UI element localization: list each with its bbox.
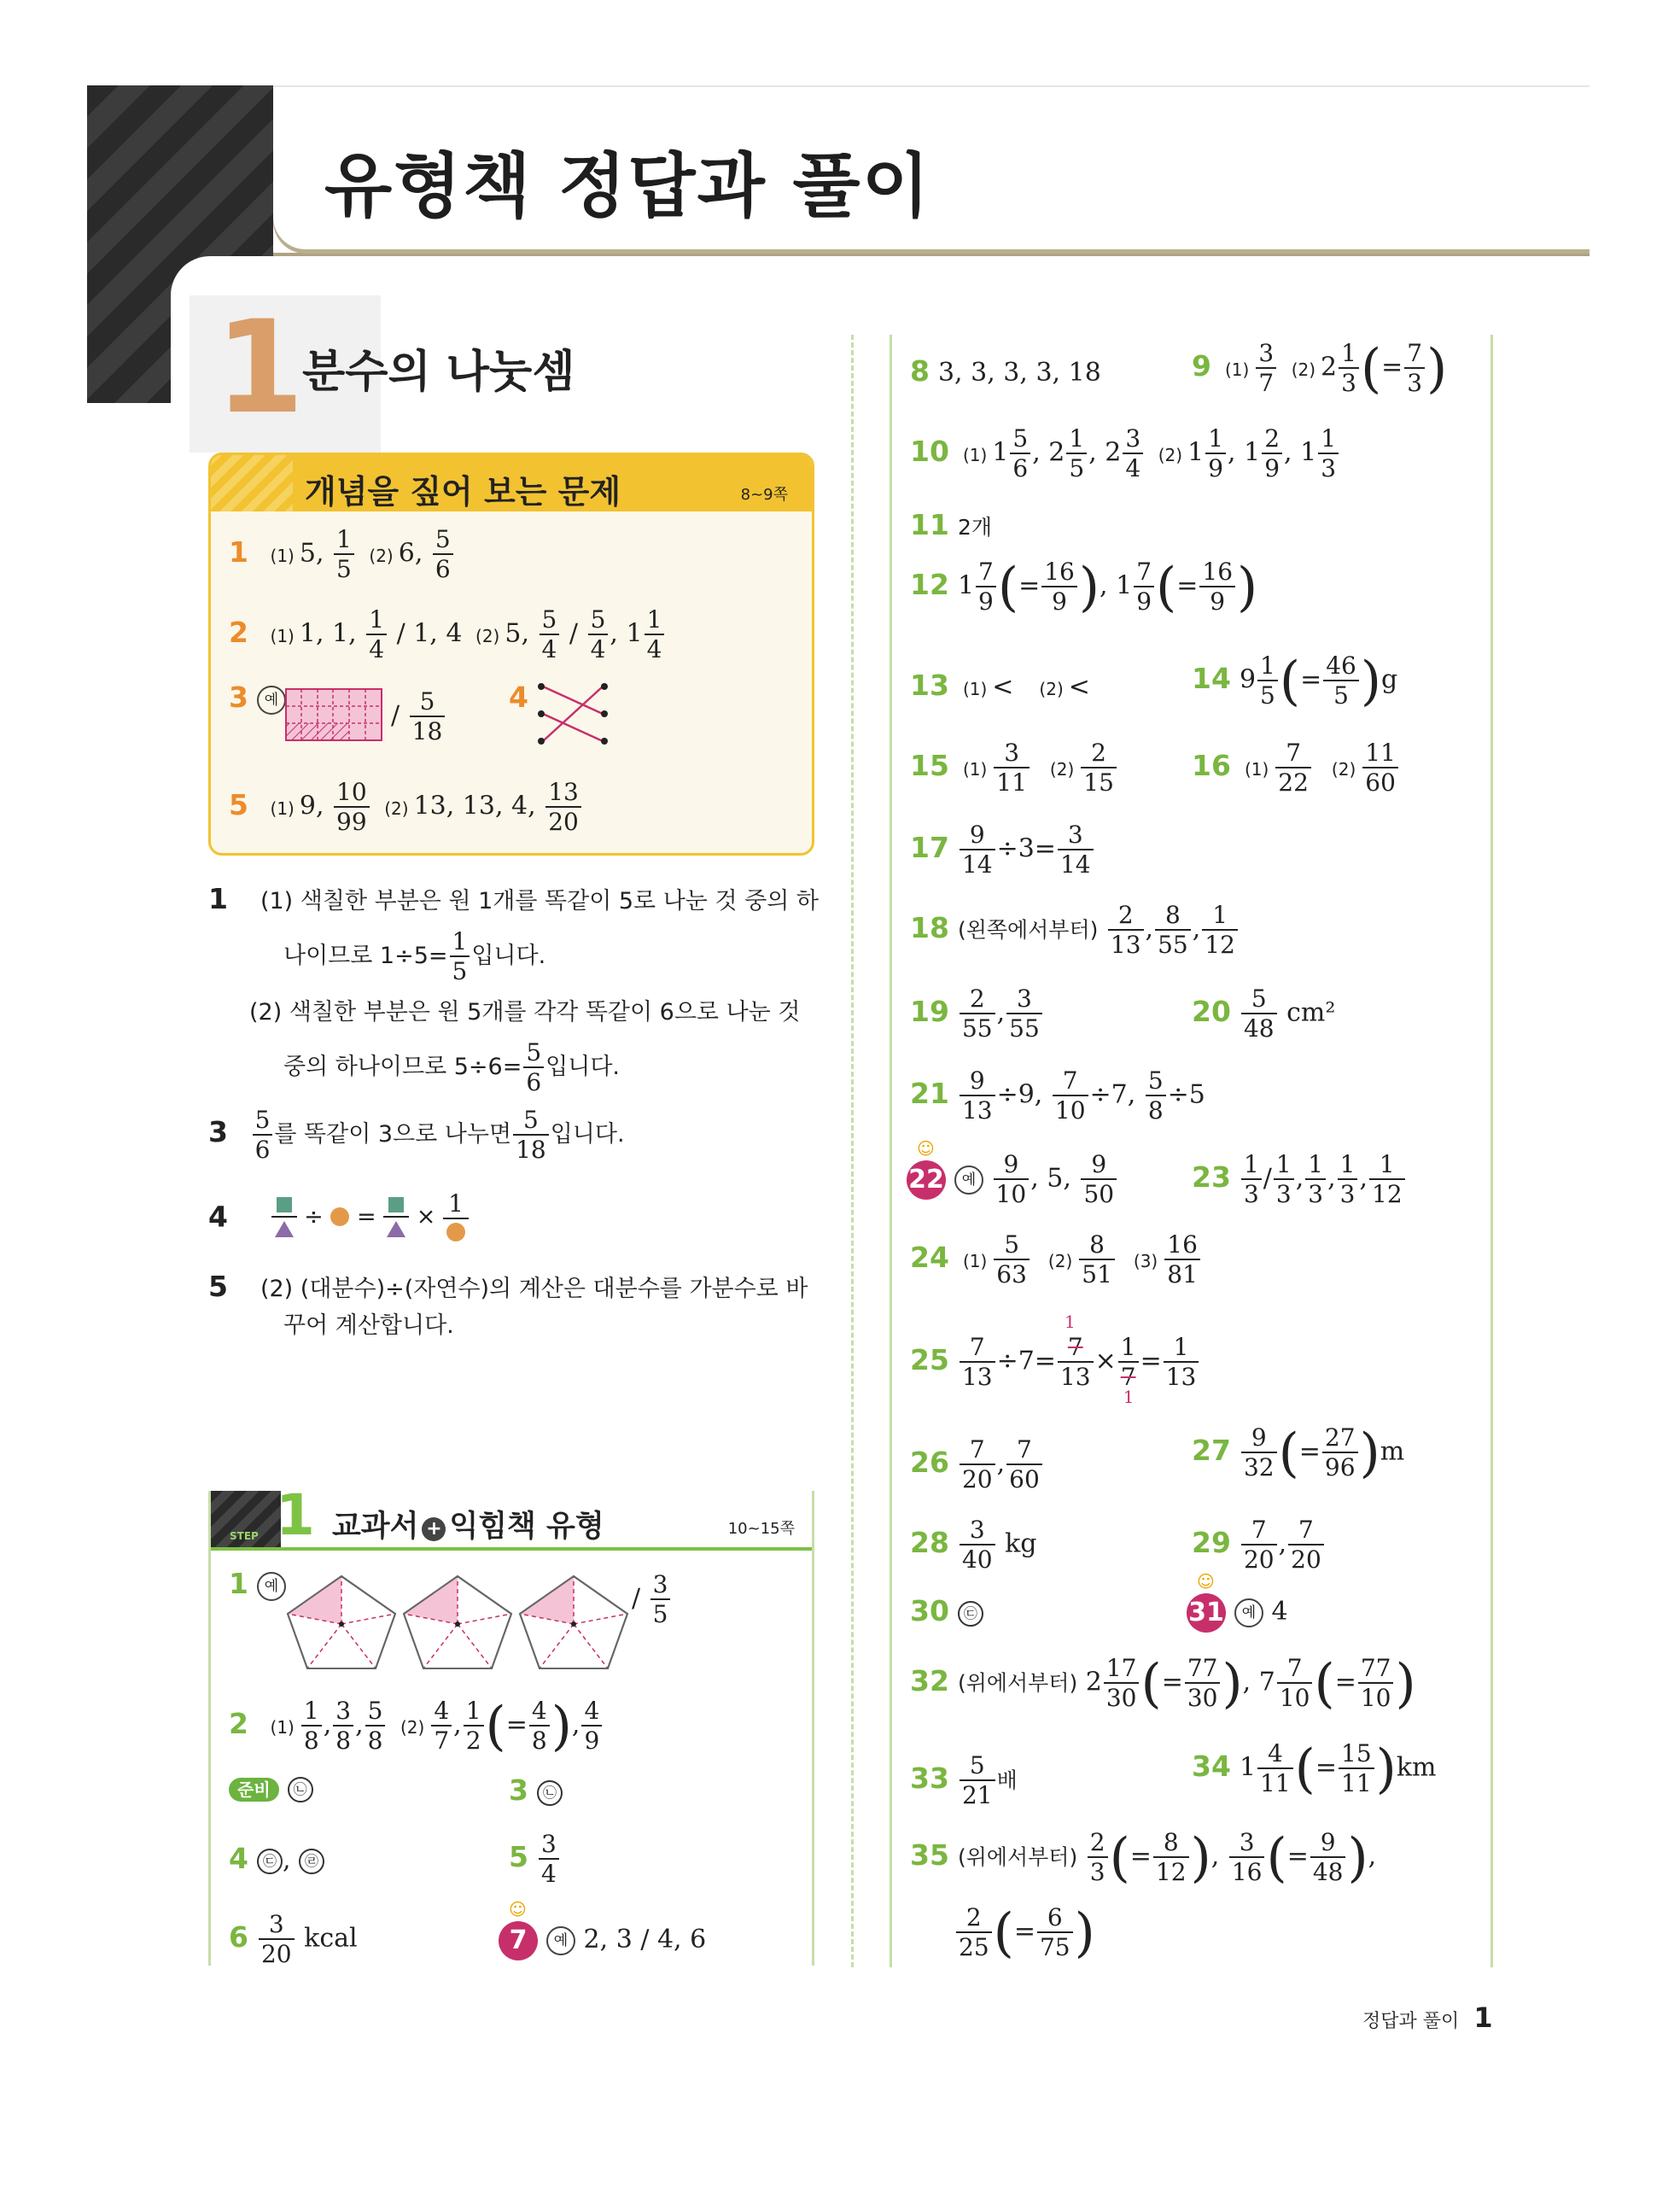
explanation-3: 3 $\frac{5}{6}$ 를 똑같이 3으로 나누면 $\frac{5}{18}$ 입니다. xyxy=(208,1106,625,1164)
answer-35-cont: $\frac{2}{25}$ (= $\frac{6}{75}$ ) xyxy=(954,1906,1095,1960)
plus-icon: + xyxy=(422,1517,446,1541)
step-answer-7: ☺ 7 예 2, 3 / 4, 6 xyxy=(499,1921,706,1960)
page-footer xyxy=(1362,2001,1493,2034)
answer-35: 35 (위에서부터) $\frac{2}{3}$ (= $\frac{8}{12}$ ), $\frac{3}{16}$ (= $\frac{9}{48}$ ), xyxy=(910,1826,1377,1889)
answer-9: 9 (1) $\frac{3}{7}$ (2) 2 $\frac{1}{3}$ (= $\frac{7}{3}$ ) xyxy=(1192,336,1448,400)
page-number: 1 xyxy=(1473,2001,1493,2034)
step-answer-4: 4 ㉢ , ㉣ xyxy=(229,1844,324,1874)
circle-icon xyxy=(446,1223,465,1242)
answer-23: 23 $\frac{1}{3}$ / $\frac{1}{3}$ , $\frac{1}{3}$ , $\frac{1}{3}$ , $\frac{1}{12}$ xyxy=(1192,1153,1407,1207)
answer-31: ☺ 31 예 4 xyxy=(1187,1593,1288,1633)
answer-34: 34 1 $\frac{4}{11}$ (= $\frac{15}{11}$ )km xyxy=(1192,1737,1437,1800)
step-answer-5: 5 $\frac{3}{4}$ xyxy=(509,1832,561,1886)
concept-box-title: 개념을 짚어 보는 문제 xyxy=(305,473,621,511)
right-column-rule-left xyxy=(890,335,892,1967)
answer-22: ☺ 22 예 $\frac{9}{10}$ , 5, $\frac{9}{50}$ xyxy=(907,1153,1118,1207)
answer-32: 32 (위에서부터) 2 $\frac{17}{30}$ (= $\frac{77}{30}$ ), 7 $\frac{7}{10}$ (= $\frac{77}{10}$ ) xyxy=(910,1651,1416,1715)
concept-answer-3: 3 예 xyxy=(229,683,286,715)
step-answer-1: 1 예 xyxy=(229,1569,286,1601)
answer-17: 17 $\frac{9}{14}$ ÷3= $\frac{3}{14}$ xyxy=(910,823,1095,877)
right-column-rule-right xyxy=(1490,335,1493,1967)
matching-lines-figure xyxy=(534,680,611,748)
concept-answer-2: 2 (1) 1, 1, $\frac{1}{4}$ / 1, 4 (2) 5, $\frac{5}{4}$ / $\frac{5}{4}$ , 1 $\frac{1}{4}$ xyxy=(229,608,666,662)
answer-11: 11 2개 xyxy=(910,508,992,541)
step-answer-1-value: / $\frac{3}{5}$ xyxy=(632,1573,672,1627)
answer-16: 16 (1) $\frac{7}{22}$ (2) $\frac{11}{60}$ xyxy=(1192,741,1400,795)
answer-29: 29 $\frac{7}{20}$ , $\frac{7}{20}$ xyxy=(1192,1518,1326,1572)
shaded-grid-figure xyxy=(285,688,382,741)
triangle-icon xyxy=(275,1221,294,1237)
step-answer-ready: 준비 ㉡ xyxy=(229,1776,313,1802)
footer-label: 정답과 풀이 xyxy=(1362,2011,1460,2032)
answer-20: 20 $\frac{5}{48}$ cm² xyxy=(1192,984,1336,1043)
concept-answer-5: 5 (1) 9, $\frac{10}{99}$ (2) 13, 13, 4, $\frac{13}{20}$ xyxy=(229,780,583,834)
chapter-number: 1 xyxy=(215,294,305,442)
answer-19: 19 $\frac{2}{55}$ , $\frac{3}{55}$ xyxy=(910,987,1044,1041)
one-over-circle: 1 xyxy=(443,1192,469,1242)
answer-26: 26 $\frac{7}{20}$ , $\frac{7}{60}$ xyxy=(910,1438,1044,1492)
concept-answer-4: 4 xyxy=(509,681,528,714)
answer-15: 15 (1) $\frac{3}{11}$ (2) $\frac{2}{15}$ xyxy=(910,741,1118,795)
explanation-4: 4 ÷ = × 1 xyxy=(208,1192,469,1242)
answer-28: 28 $\frac{3}{40}$ kg xyxy=(910,1516,1037,1574)
star-problem-badge: ☺ 22 xyxy=(907,1160,946,1200)
concept-answer-1: 1 (1) 5, $\frac{1}{5}$ (2) 6, $\frac{5}{6}$ xyxy=(229,528,455,581)
step-box-title: 교과서 + 익힘책 유형 xyxy=(332,1510,604,1544)
chapter-title: 분수의 나눗셈 xyxy=(302,347,575,398)
step-answer-6: 6 $\frac{3}{20}$ kcal xyxy=(229,1910,358,1968)
square-over-triangle xyxy=(271,1197,297,1237)
answer-10: 10 (1) 1 $\frac{5}{6}$ , 2 $\frac{1}{5}$ , 2 $\frac{3}{4}$ (2) 1 $\frac{1}{9}$ , 1 $\frac{2}{9}$ , 1 $\frac{1}{3}$ xyxy=(910,427,1340,481)
answer-27: 27 $\frac{9}{32}$ (= $\frac{27}{96}$ )m xyxy=(1192,1421,1405,1484)
answer-24: 24 (1) $\frac{5}{63}$ (2) $\frac{8}{51}$ (3) $\frac{16}{81}$ xyxy=(910,1233,1202,1287)
column-divider xyxy=(851,335,854,1967)
star-problem-badge: ☺ 31 xyxy=(1187,1593,1226,1633)
answer-14: 14 9 $\frac{1}{5}$ (= $\frac{46}{5}$ )g xyxy=(1192,649,1398,712)
concept-answer-3-value: / $\frac{5}{18}$ xyxy=(391,690,446,744)
ready-badge: 준비 xyxy=(229,1778,279,1802)
answer-12: 12 1 $\frac{7}{9}$ (= $\frac{16}{9}$ ), 1 $\frac{7}{9}$ (= $\frac{16}{9}$ ) xyxy=(910,555,1258,618)
example-badge: 예 xyxy=(257,686,286,715)
circle-icon xyxy=(330,1207,349,1226)
square-over-triangle xyxy=(383,1197,409,1237)
triangle-icon xyxy=(387,1221,405,1237)
square-icon xyxy=(277,1197,292,1212)
concept-box-pages: 8~9쪽 xyxy=(740,486,788,504)
answer-13: 13 (1) < (2) < xyxy=(910,669,1090,702)
answer-8: 8 3, 3, 3, 3, 18 xyxy=(910,354,1101,388)
explanation-5: 5 (2) (대분수)÷(자연수)의 계산은 대분수를 가분수로 바 꾸어 계산합니다. xyxy=(208,1270,808,1339)
answer-18: 18 (왼쪽에서부터) $\frac{2}{13}$ , $\frac{8}{55}$ , $\frac{1}{12}$ xyxy=(910,903,1240,957)
square-icon xyxy=(388,1197,404,1212)
pentagons-figure xyxy=(282,1571,640,1674)
step-answer-3: 3 ㉡ xyxy=(509,1776,563,1806)
star-problem-badge: ☺ 7 xyxy=(499,1921,538,1960)
answer-25: 25 $\frac{7}{13}$ ÷7= 1 7 13 × 1 7 1 = $\frac{1}{13}$ xyxy=(910,1335,1200,1389)
page-title: 유형책 정답과 풀이 xyxy=(324,146,931,227)
step-box-header: STEP 1 교과서 + 익힘책 유형 10~15쪽 xyxy=(211,1491,812,1551)
concept-box-stripe xyxy=(211,455,293,511)
answer-30: 30 ㉢ xyxy=(910,1597,983,1627)
step-answer-2: 2 (1) $\frac{1}{8}$ , $\frac{3}{8}$ , $\frac{5}{8}$ (2) $\frac{4}{7}$ , $\frac{1}{2}$ (= $\frac{4}{8}$ ), $\frac{4}{9}$ xyxy=(229,1699,604,1753)
answer-33: 33 $\frac{5}{21}$ 배 xyxy=(910,1751,1018,1809)
answer-21: 21 $\frac{9}{13}$ ÷9, $\frac{7}{10}$ ÷7, $\frac{5}{8}$ ÷5 xyxy=(910,1066,1205,1125)
explanation-1: 1 (1) 색칠한 부분은 원 1개를 똑같이 5로 나눈 것 중의 하 나이므로 1÷5= $\frac{1}{5}$ 입니다. (2) 색칠한 부분은 원 5개를 각각 똑같이 6으로 나눈 것 중의 하나이므로 5÷6= $\frac{5}{6}$ 입니다. xyxy=(208,882,819,1096)
